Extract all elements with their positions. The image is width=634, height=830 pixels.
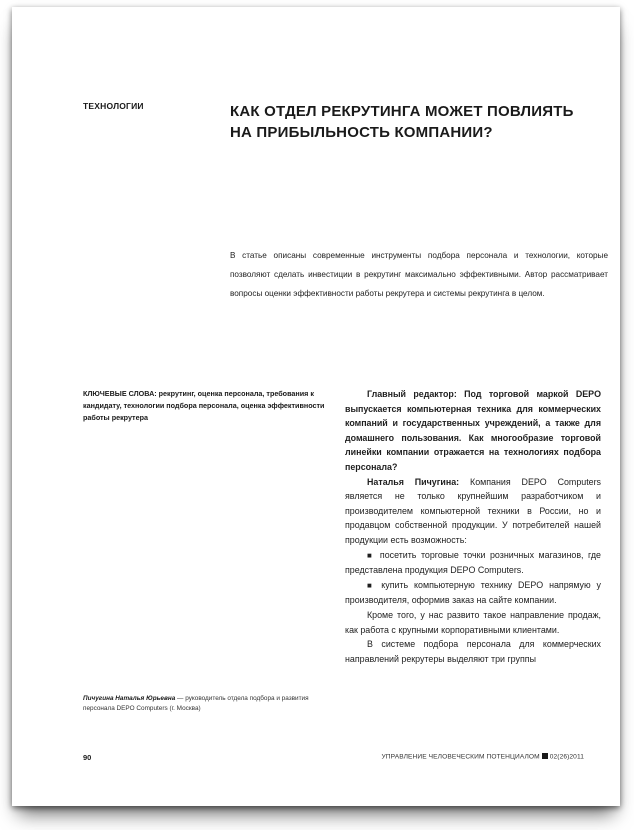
author-note [83, 694, 341, 714]
paragraph-4: В системе подбора персонала для коммерческих направлений рекрутеры выделяют три группы [345, 639, 601, 664]
body-column [345, 387, 601, 666]
bullet-text-1: посетить торговые точки розничных магазинов, где представлена продукция DEPO Computers. [345, 549, 601, 576]
article-title [230, 101, 610, 143]
keywords-block [83, 388, 341, 424]
journal-footer [382, 753, 584, 761]
author-description: — руководитель отдела подбора и развития персонала DEPO Computers (г. Москва) [83, 695, 309, 712]
bullet-text-2: купить компьютерную технику DEPO напрямую у производителя, оформив заказ на сайте компании. [345, 579, 601, 606]
bullet-square-icon [367, 550, 380, 560]
article-abstract: В статье описаны современные инструменты подбора персонала и технологии, которые позволяют сделать инвестиции в рекрутинг максимально эффективными. Автор рассматривает вопросы оценки эффективности работы рекрутера и системы рекрутинга в целом. [230, 251, 608, 298]
answer-paragraph [345, 475, 601, 548]
page-number: 90 [83, 753, 92, 762]
square-separator-icon [542, 753, 548, 759]
answer-text: Компания DEPO Computers является не только крупнейшим разработчиком и производителем компьютерной техники в России, но и продавцом собственной продукции. У потребителей нашей продукции есть возможность: [345, 476, 601, 545]
document-page [12, 7, 620, 806]
author-name: Пичугина Наталья Юрьевна [83, 695, 176, 702]
keywords-text: рекрутинг, оценка персонала, требования к кандидату, технологии подбора персонала, оценка эффективности работы рекрутера [83, 389, 325, 422]
bullet-item-2 [345, 578, 601, 608]
keywords-label: КЛЮЧЕВЫЕ СЛОВА: [83, 389, 157, 398]
journal-issue: 02(26)2011 [549, 753, 584, 761]
editor-question: Главный редактор: Под торговой маркой DEPO выпускается компьютерная техника для коммерческих компаний и государственных учреждений, а также для домашнего пользования. Как многообразие торговой линейки компании отражается на технологиях подбора персонала? [345, 389, 601, 472]
bullet-item-1 [345, 548, 601, 578]
journal-name: УПРАВЛЕНИЕ ЧЕЛОВЕЧЕСКИМ ПОТЕНЦИАЛОМ [381, 753, 540, 761]
article-title-line-2: НА ПРИБЫЛЬНОСТЬ КОМПАНИИ? [230, 124, 493, 141]
bullet-square-icon [367, 580, 381, 590]
section-label: ТЕХНОЛОГИИ [83, 101, 144, 111]
article-title-line-1: КАК ОТДЕЛ РЕКРУТИНГА МОЖЕТ ПОВЛИЯТЬ [230, 103, 574, 120]
speaker-name: Наталья Пичугина: [367, 476, 460, 487]
paragraph-3: Кроме того, у нас развито такое направление продаж, как работа с крупными корпоративными клиентами. [345, 609, 601, 635]
